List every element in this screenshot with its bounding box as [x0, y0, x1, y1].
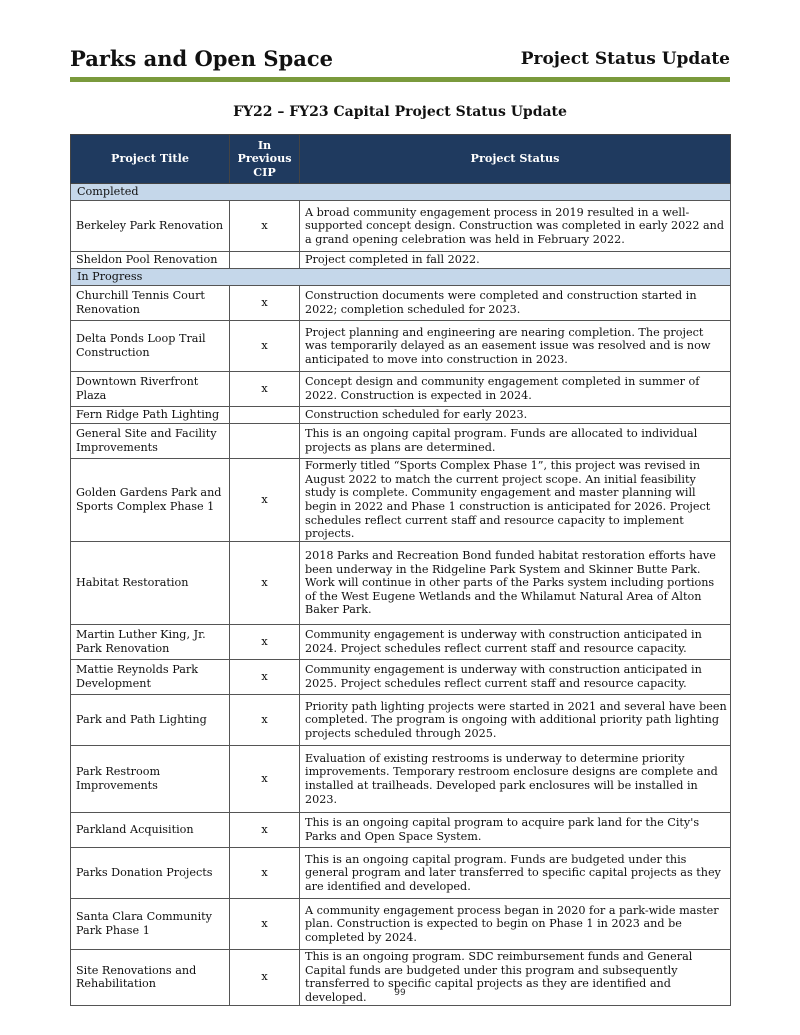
previous-cip-cell: x — [230, 372, 300, 407]
previous-cip-cell: x — [230, 201, 300, 252]
table-row — [71, 321, 731, 372]
table-row — [71, 252, 731, 269]
previous-cip-cell: x — [230, 660, 300, 695]
previous-cip-cell: x — [230, 321, 300, 372]
previous-cip-cell: x — [230, 813, 300, 848]
column-header-project-status: Project Status — [300, 135, 731, 184]
table-row — [71, 848, 731, 899]
project-title-cell: Habitat Restoration — [71, 542, 230, 625]
table-row — [71, 201, 731, 252]
table-row — [71, 813, 731, 848]
project-status-cell: A broad community engagement process in 2019 resulted in a well-supported concept design. Construction was completed in early 2022 and a grand opening celebration was held in February 2022. — [300, 201, 731, 252]
table-row — [71, 746, 731, 813]
project-status-cell: Concept design and community engagement completed in summer of 2022. Construction is expected in 2024. — [300, 372, 731, 407]
page-header — [70, 46, 730, 76]
project-status-cell: Construction documents were completed and construction started in 2022; completion scheduled for 2023. — [300, 286, 731, 321]
project-title-cell: Santa Clara Community Park Phase 1 — [71, 899, 230, 950]
table-row — [71, 542, 731, 625]
section-title: Parks and Open Space — [70, 46, 333, 71]
table-row — [71, 286, 731, 321]
previous-cip-cell: x — [230, 459, 300, 542]
previous-cip-cell — [230, 424, 300, 459]
project-title-cell: Park Restroom Improvements — [71, 746, 230, 813]
project-title-cell: Downtown Riverfront Plaza — [71, 372, 230, 407]
project-title-cell: General Site and Facility Improvements — [71, 424, 230, 459]
section-row — [71, 269, 731, 286]
project-status-cell: Construction scheduled for early 2023. — [300, 407, 731, 424]
table-row — [71, 625, 731, 660]
previous-cip-cell: x — [230, 542, 300, 625]
document-title: FY22 – FY23 Capital Project Status Update — [233, 104, 567, 120]
column-header-previous-cip: In Previous CIP — [230, 135, 300, 184]
project-status-cell: Evaluation of existing restrooms is underway to determine priority improvements. Temporary restroom enclosure designs are complete and installed at trailheads. Developed park enclosures will be installed in 2023. — [300, 746, 731, 813]
table-row — [71, 660, 731, 695]
project-title-cell: Sheldon Pool Renovation — [71, 252, 230, 269]
project-title-cell: Martin Luther King, Jr. Park Renovation — [71, 625, 230, 660]
previous-cip-cell — [230, 252, 300, 269]
previous-cip-cell: x — [230, 950, 300, 1006]
project-title-cell: Park and Path Lighting — [71, 695, 230, 746]
project-status-cell: Priority path lighting projects were started in 2021 and several have been completed. The program is ongoing with additional priority path lighting projects scheduled through 2025. — [300, 695, 731, 746]
section-label: In Progress — [71, 269, 731, 286]
previous-cip-cell: x — [230, 899, 300, 950]
project-title-cell: Site Renovations and Rehabilitation — [71, 950, 230, 1006]
section-row — [71, 184, 731, 201]
project-status-cell: Project planning and engineering are nearing completion. The project was temporarily delayed as an easement issue was resolved and is now anticipated to move into construction in 2023. — [300, 321, 731, 372]
previous-cip-cell: x — [230, 286, 300, 321]
previous-cip-cell — [230, 407, 300, 424]
project-status-cell: 2018 Parks and Recreation Bond funded habitat restoration efforts have been underway in the Ridgeline Park System and Skinner Butte Park. Work will continue in other parts of the Parks system including portions of the West Eugene Wetlands and the Whilamut Natural Area of Alton Baker Park. — [300, 542, 731, 625]
table-row — [71, 424, 731, 459]
project-status-cell: Community engagement is underway with construction anticipated in 2024. Project schedules reflect current staff and resource capacity. — [300, 625, 731, 660]
project-title-cell: Mattie Reynolds Park Development — [71, 660, 230, 695]
table-header-row — [71, 135, 731, 184]
project-title-cell: Delta Ponds Loop Trail Construction — [71, 321, 230, 372]
section-label: Completed — [71, 184, 731, 201]
project-title-cell: Parks Donation Projects — [71, 848, 230, 899]
page-subtitle: Project Status Update — [520, 49, 730, 69]
table-row — [71, 899, 731, 950]
project-status-cell: This is an ongoing program. SDC reimbursement funds and General Capital funds are budgeted under this program and subsequently transferred to specific capital projects as they are identified and developed. — [300, 950, 731, 1006]
project-status-table — [70, 134, 731, 1006]
project-status-cell: A community engagement process began in 2020 for a park-wide master plan. Construction is expected to begin on Phase 1 in 2023 and be completed by 2024. — [300, 899, 731, 950]
table-row — [71, 695, 731, 746]
project-title-cell: Golden Gardens Park and Sports Complex Phase 1 — [71, 459, 230, 542]
previous-cip-cell: x — [230, 695, 300, 746]
page-number: 99 — [394, 988, 406, 998]
project-title-cell: Fern Ridge Path Lighting — [71, 407, 230, 424]
project-title-cell: Berkeley Park Renovation — [71, 201, 230, 252]
project-status-cell: This is an ongoing capital program. Funds are budgeted under this general program and later transferred to specific capital projects as they are identified and developed. — [300, 848, 731, 899]
previous-cip-cell: x — [230, 746, 300, 813]
table-row — [71, 372, 731, 407]
project-status-cell: This is an ongoing capital program to acquire park land for the City's Parks and Open Space System. — [300, 813, 731, 848]
previous-cip-cell: x — [230, 625, 300, 660]
project-status-cell: Project completed in fall 2022. — [300, 252, 731, 269]
project-status-cell: Community engagement is underway with construction anticipated in 2025. Project schedules reflect current staff and resource capacity. — [300, 660, 731, 695]
column-header-project-title: Project Title — [71, 135, 230, 184]
project-status-cell: Formerly titled “Sports Complex Phase 1”, this project was revised in August 2022 to match the current project scope. An initial feasibility study is complete. Community engagement and master planning will begin in 2022 and Phase 1 construction is anticipated for 2026. Project schedules reflect current staff and resource capacity to implement projects. — [300, 459, 731, 542]
project-status-cell: This is an ongoing capital program. Funds are allocated to individual projects as plans are determined. — [300, 424, 731, 459]
table-body — [71, 184, 731, 1006]
table-row — [71, 459, 731, 542]
project-title-cell: Parkland Acquisition — [71, 813, 230, 848]
project-title-cell: Churchill Tennis Court Renovation — [71, 286, 230, 321]
table-row — [71, 407, 731, 424]
previous-cip-cell: x — [230, 848, 300, 899]
header-rule — [70, 77, 730, 82]
